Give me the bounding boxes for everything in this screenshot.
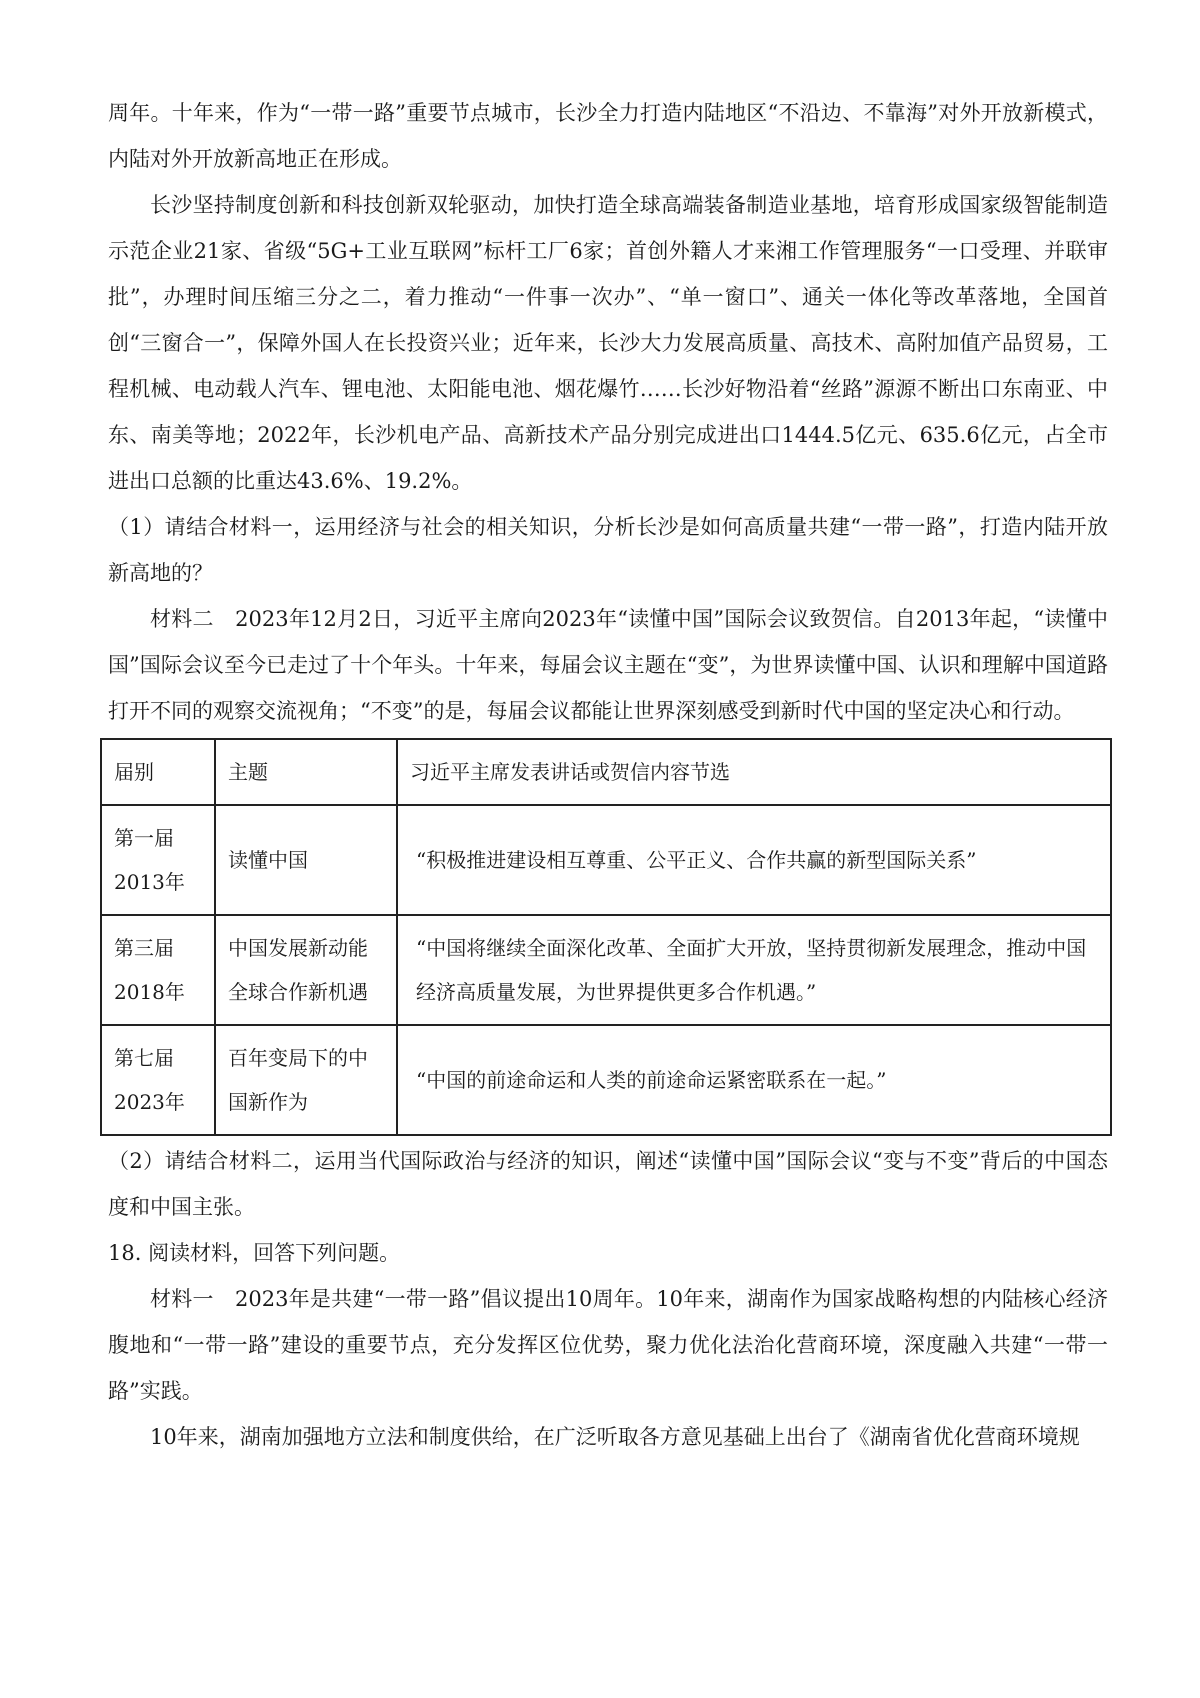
table-cell-theme: 中国发展新动能全球合作新机遇 (215, 915, 397, 1025)
paragraph-intro-continuation: 周年。十年来，作为“一带一路”重要节点城市，长沙全力打造内陆地区“不沿边、不靠海”对外开放新模式，内陆对外开放新高地正在形成。 (108, 101, 1108, 171)
table-row (101, 1025, 1111, 1135)
table-header-row (101, 739, 1111, 805)
table-header-session: 届别 (101, 739, 215, 805)
table-row (101, 805, 1111, 915)
session-label: 第一届 (114, 826, 174, 850)
paragraph-changsha-details: 长沙坚持制度创新和科技创新双轮驱动，加快打造全球高端装备制造业基地，培育形成国家级智能制造示范企业21家、省级“5G+工业互联网”标杆工厂6家；首创外籍人才来湘工作管理服务“一口受理、并联审批”，办理时间压缩三分之二，着力推动“一件事一次办”、“单一窗口”、通关一体化等改革落地，全国首创“三窗合一”，保障外国人在长投资兴业；近年来，长沙大力发展高质量、高技术、高附加值产品贸易，工程机械、电动载人汽车、锂电池、太阳能电池、烟花爆竹……长沙好物沿着“丝路”源源不断出口东南亚、中东、南美等地；2022年，长沙机电产品、高新技术产品分别完成进出口1444.5亿元、635.6亿元，占全市进出口总额的比重达43.6%、19.2%。 (108, 193, 1108, 493)
document-page (108, 90, 1108, 1460)
session-year: 2013年 (114, 870, 185, 894)
paragraph-hunan-material-1: 材料一 2023年是共建“一带一路”倡议提出10周年。10年来，湖南作为国家战略构想的内陆核心经济腹地和“一带一路”建设的重要节点，充分发挥区位优势，聚力优化法治化营商环境，深度融入共建“一带一路”实践。 (108, 1287, 1108, 1403)
table-cell-session (101, 915, 215, 1025)
session-year: 2018年 (114, 980, 185, 1004)
table-cell-quote: “中国将继续全面深化改革、全面扩大开放，坚持贯彻新发展理念，推动中国经济高质量发展，为世界提供更多合作机遇。” (397, 915, 1111, 1025)
table-header-quote: 习近平主席发表讲话或贺信内容节选 (397, 739, 1111, 805)
table-header-theme: 主题 (215, 739, 397, 805)
paragraph-material-2: 材料二 2023年12月2日，习近平主席向2023年“读懂中国”国际会议致贺信。自2013年起，“读懂中国”国际会议至今已走过了十个年头。十年来，每届会议主题在“变”，为世界读懂中国、认识和理解中国道路打开不同的观察交流视角；“不变”的是，每届会议都能让世界深刻感受到新时代中国的坚定决心和行动。 (108, 607, 1108, 723)
question-18-heading: 18. 阅读材料，回答下列问题。 (108, 1241, 401, 1265)
question-2: （2）请结合材料二，运用当代国际政治与经济的知识，阐述“读懂中国”国际会议“变与不变”背后的中国态度和中国主张。 (108, 1149, 1108, 1219)
session-label: 第三届 (114, 936, 174, 960)
question-1: （1）请结合材料一，运用经济与社会的相关知识，分析长沙是如何高质量共建“一带一路”，打造内陆开放新高地的？ (108, 515, 1108, 585)
table-cell-theme: 百年变局下的中国新作为 (215, 1025, 397, 1135)
session-year: 2023年 (114, 1090, 185, 1114)
table-cell-theme: 读懂中国 (215, 805, 397, 915)
table-cell-quote: “积极推进建设相互尊重、公平正义、合作共赢的新型国际关系” (397, 805, 1111, 915)
speech-table (100, 738, 1112, 1136)
table-cell-session (101, 1025, 215, 1135)
session-label: 第七届 (114, 1046, 174, 1070)
table-cell-quote: “中国的前途命运和人类的前途命运紧密联系在一起。” (397, 1025, 1111, 1135)
paragraph-hunan-legislation: 10年来，湖南加强地方立法和制度供给，在广泛听取各方意见基础上出台了《湖南省优化营商环境规 (150, 1425, 1080, 1449)
table-cell-session (101, 805, 215, 915)
table-row (101, 915, 1111, 1025)
